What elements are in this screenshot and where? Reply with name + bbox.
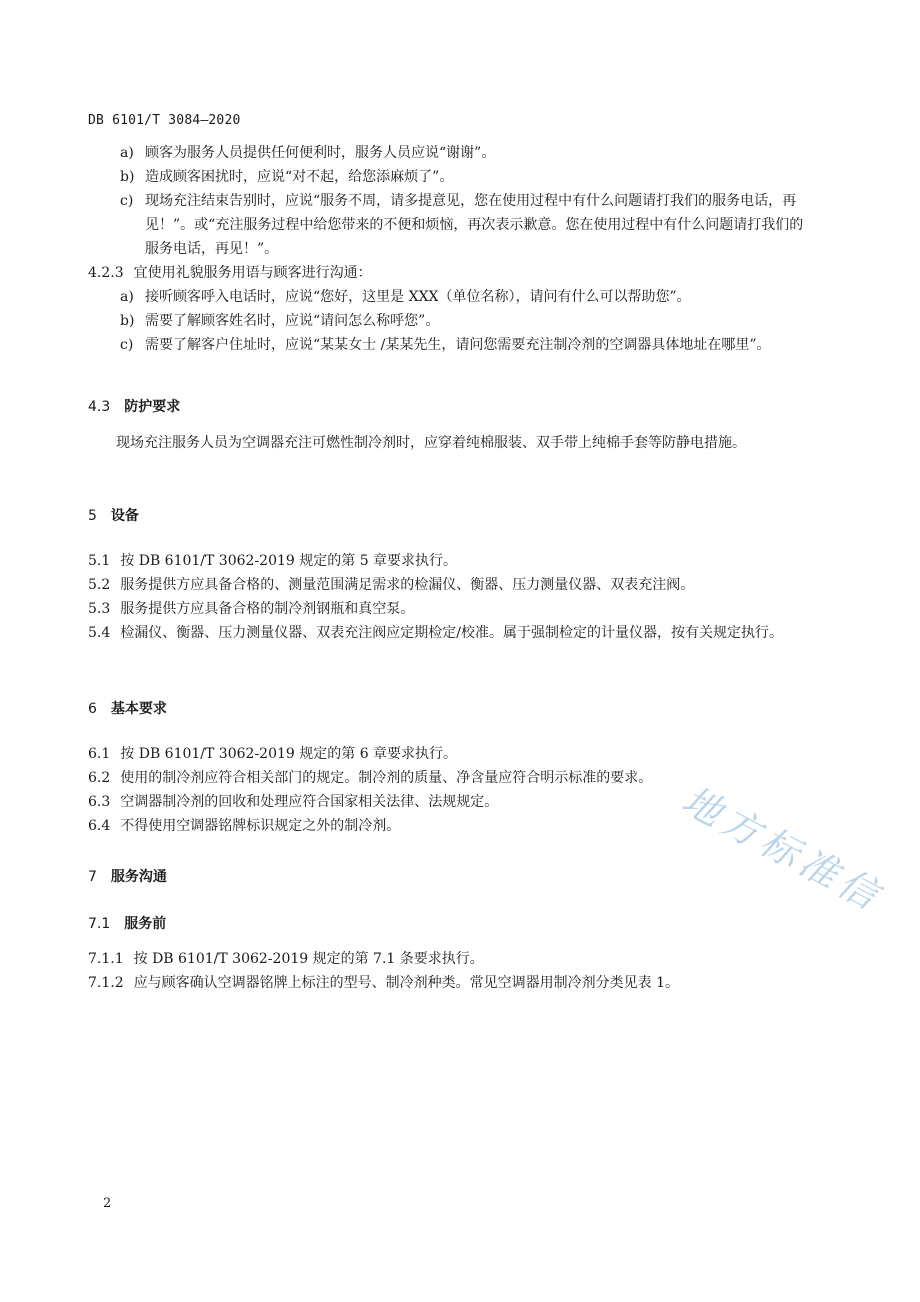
clause: 6.1 按 DB 6101/T 3062-2019 规定的第 6 章要求执行。 [88,746,458,762]
list-item [88,333,814,357]
clause: 6.4 不得使用空调器铭牌标识规定之外的制冷剂。 [88,818,401,834]
section-heading-4-3: 4.3 防护要求 [88,399,181,415]
list-item [88,165,814,189]
list-marker: a) [120,289,134,305]
clause: 5.1 按 DB 6101/T 3062-2019 规定的第 5 章要求执行。 [88,553,458,569]
list-item [88,189,814,261]
watermark-text: 地方标准信 [675,777,891,921]
section-heading-7: 7 服务沟通 [88,869,167,885]
clause: 7.1.1 按 DB 6101/T 3062-2019 规定的第 7.1 条要求执行。 [88,951,484,967]
section-heading-6: 6 基本要求 [88,701,167,717]
list-text: 现场充注结束告别时，应说“服务不周，请多提意见，您在使用过程中有什么问题请打我们的服务电话，再见！”。或“充注服务过程中给您带来的不便和烦恼，再次表示歉意。您在使用过程中有什么问题请打我们的服务电话，再见！”。 [145,193,804,257]
page-number: 2 [103,1196,112,1211]
list-text: 接听顾客呼入电话时，应说“您好，这里是 XXX（单位名称），请问有什么可以帮助您”。 [145,289,691,305]
list-text: 顾客为服务人员提供任何便利时，服务人员应说“谢谢”。 [145,145,496,161]
standard-code-header: DB 6101/T 3084—2020 [88,113,241,128]
list-text: 需要了解客户住址时，应说“某某女士 /某某先生，请问您需要充注制冷剂的空调器具体地址在哪里”。 [145,337,771,353]
paragraph-4-3: 现场充注服务人员为空调器充注可燃性制冷剂时，应穿着纯棉服装、双手带上纯棉手套等防静电措施。 [116,435,746,451]
section-5-clauses [88,549,814,645]
list-item [88,309,814,333]
list-text: 造成顾客困扰时，应说“对不起，给您添麻烦了”。 [145,169,454,185]
section-heading-5: 5 设备 [88,508,139,524]
list-greetings [88,141,814,261]
list-marker: a) [120,145,134,161]
clause: 7.1.2 应与顾客确认空调器铭牌上标注的型号、制冷剂种类。常见空调器用制冷剂分类见表 1。 [88,975,679,991]
list-marker: c) [120,193,134,209]
clause: 5.2 服务提供方应具备合格的、测量范围满足需求的检漏仪、衡器、压力测量仪器、双表充注阀。 [88,577,695,593]
list-text: 需要了解顾客姓名时，应说“请问怎么称呼您”。 [145,313,440,329]
clause-number: 4.2.3 [88,265,124,281]
clause: 6.2 使用的制冷剂应符合相关部门的规定。制冷剂的质量、净含量应符合明示标准的要求。 [88,770,653,786]
list-item [88,141,814,165]
clause-4-2-3 [88,261,814,357]
clause: 6.3 空调器制冷剂的回收和处理应符合国家相关法律、法规规定。 [88,794,499,810]
list-marker: b) [120,313,135,329]
list-item [88,285,814,309]
clause-text: 宜使用礼貌服务用语与顾客进行沟通： [133,265,372,281]
clause: 5.4 检漏仪、衡器、压力测量仪器、双表充注阀应定期检定/校准。属于强制检定的计量仪器，按有关规定执行。 [88,625,783,641]
list-marker: c) [120,337,134,353]
section-7-1-clauses [88,947,814,995]
list-marker: b) [120,169,135,185]
clause: 5.3 服务提供方应具备合格的制冷剂钢瓶和真空泵。 [88,601,415,617]
section-heading-7-1: 7.1 服务前 [88,916,167,932]
